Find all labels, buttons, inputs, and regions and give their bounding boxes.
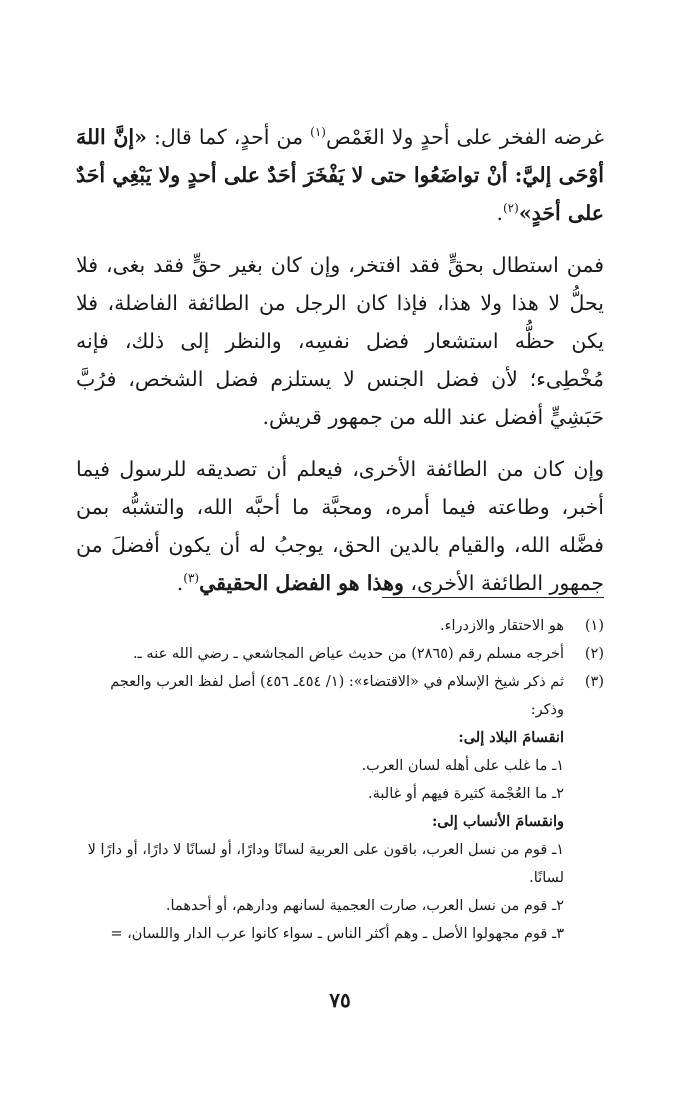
paragraph-3: [76, 450, 604, 602]
paragraph-2: [76, 246, 604, 436]
footnote-number: (٢): [584, 646, 604, 662]
footnote-2: [76, 640, 604, 668]
p1-text-3: .: [496, 201, 503, 225]
footnote-subheading-lineages: وانقسامَ الأنساب إلى:: [431, 813, 564, 830]
footnote-text: ثم ذكر شيخ الإسلام في «الاقتضاء»: (١/ ٤٥٤ـ ٤٥٦) أصل لفظ العرب والعجم وذكر:: [110, 674, 564, 718]
footnote-text: أخرجه مسلم رقم (٢٨٦٥) من حديث عياض المجاشعي ـ رضي الله عنه ـ.: [132, 646, 564, 662]
p3-text-2: .: [176, 571, 184, 595]
footnote-list-item: ٢ـ ما العُجْمة كثيرة فيهم أو غالبة.: [368, 786, 564, 802]
footnote-ref-3: (٣): [183, 571, 200, 586]
footnote-3: [76, 668, 604, 948]
p1-text-1: غرضه الفخر على أحدٍ ولا الغَمْص: [325, 125, 604, 149]
footnote-number: (٣): [584, 674, 604, 690]
footnote-text: هو الاحتقار والازدراء.: [440, 618, 564, 634]
footnote-1: [76, 612, 604, 640]
p2-text: فمن استطال بحقٍّ فقد افتخر، وإن كان بغير حقٍّ فقد بغى، فلا يحلُّ لا هذا ولا هذا، فإذا كان الرجل من الطائفة الفاضلة، فلا يكن حظُّه استشعار فضل نفسِه، والنظر إلى ذلك، فإنه مُخْطِىء؛ لأن فضل الجنس لا يستلزم فضل الشخص، فرُبَّ حَبَشِيٍّ أفضل عند الله من جمهور قريش.: [76, 253, 604, 429]
p1-text-2: من أحدٍ، كما قال:: [146, 125, 311, 149]
footnote-subheading-lands: انقسامَ البلاد إلى:: [458, 729, 564, 746]
main-text: [76, 118, 604, 616]
p3-text-1: وإن كان من الطائفة الأخرى، فيعلم أن تصديقه للرسول فيما أخبر، وطاعته فيما أمره، ومحبَّة ما أحبَّه الله، والتشبُّه بمن فضَّله الله، والقيام بالدين الحق، يوجبُ له أن يكون أفضلَ من جمهور الطائفة الأخرى،: [76, 457, 604, 595]
footnote-separator: [382, 597, 604, 598]
footnote-list-item: ١ـ قوم من نسل العرب، باقون على العربية لسانًا ودارًا، أو لسانًا لا دارًا، أو دارًا لا لسانًا.: [87, 842, 564, 886]
footnote-list-item: ٣ـ قوم مجهولوا الأصل ـ وهم أكثر الناس ـ سواء كانوا عرب الدار واللسان، =: [110, 926, 564, 942]
footnote-list-item: ٢ـ قوم من نسل العرب، صارت العجمية لسانهم ودارهم، أو أحدهما.: [165, 898, 564, 914]
footnote-list-item: ١ـ ما غلب على أهله لسان العرب.: [361, 758, 564, 774]
footnotes: [76, 612, 604, 948]
footnote-number: (١): [584, 618, 604, 634]
page-number: ٧٥: [329, 988, 351, 1012]
footnote-body: [76, 668, 564, 948]
paragraph-1: [76, 118, 604, 232]
hadith-quote: «إنَّ اللهَ أوْحَى إليَّ: أنْ تواضَعُوا حتى لا يَفْخَرَ أحَدٌ على أحدٍ ولا يَبْغِي أحَدٌ على أحَدٍ»: [76, 125, 604, 225]
footnote-ref-1: (١): [310, 125, 326, 140]
footnote-ref-2: (٢): [502, 201, 519, 216]
p3-bold: وهذا هو الفضل الحقيقي: [199, 571, 404, 595]
